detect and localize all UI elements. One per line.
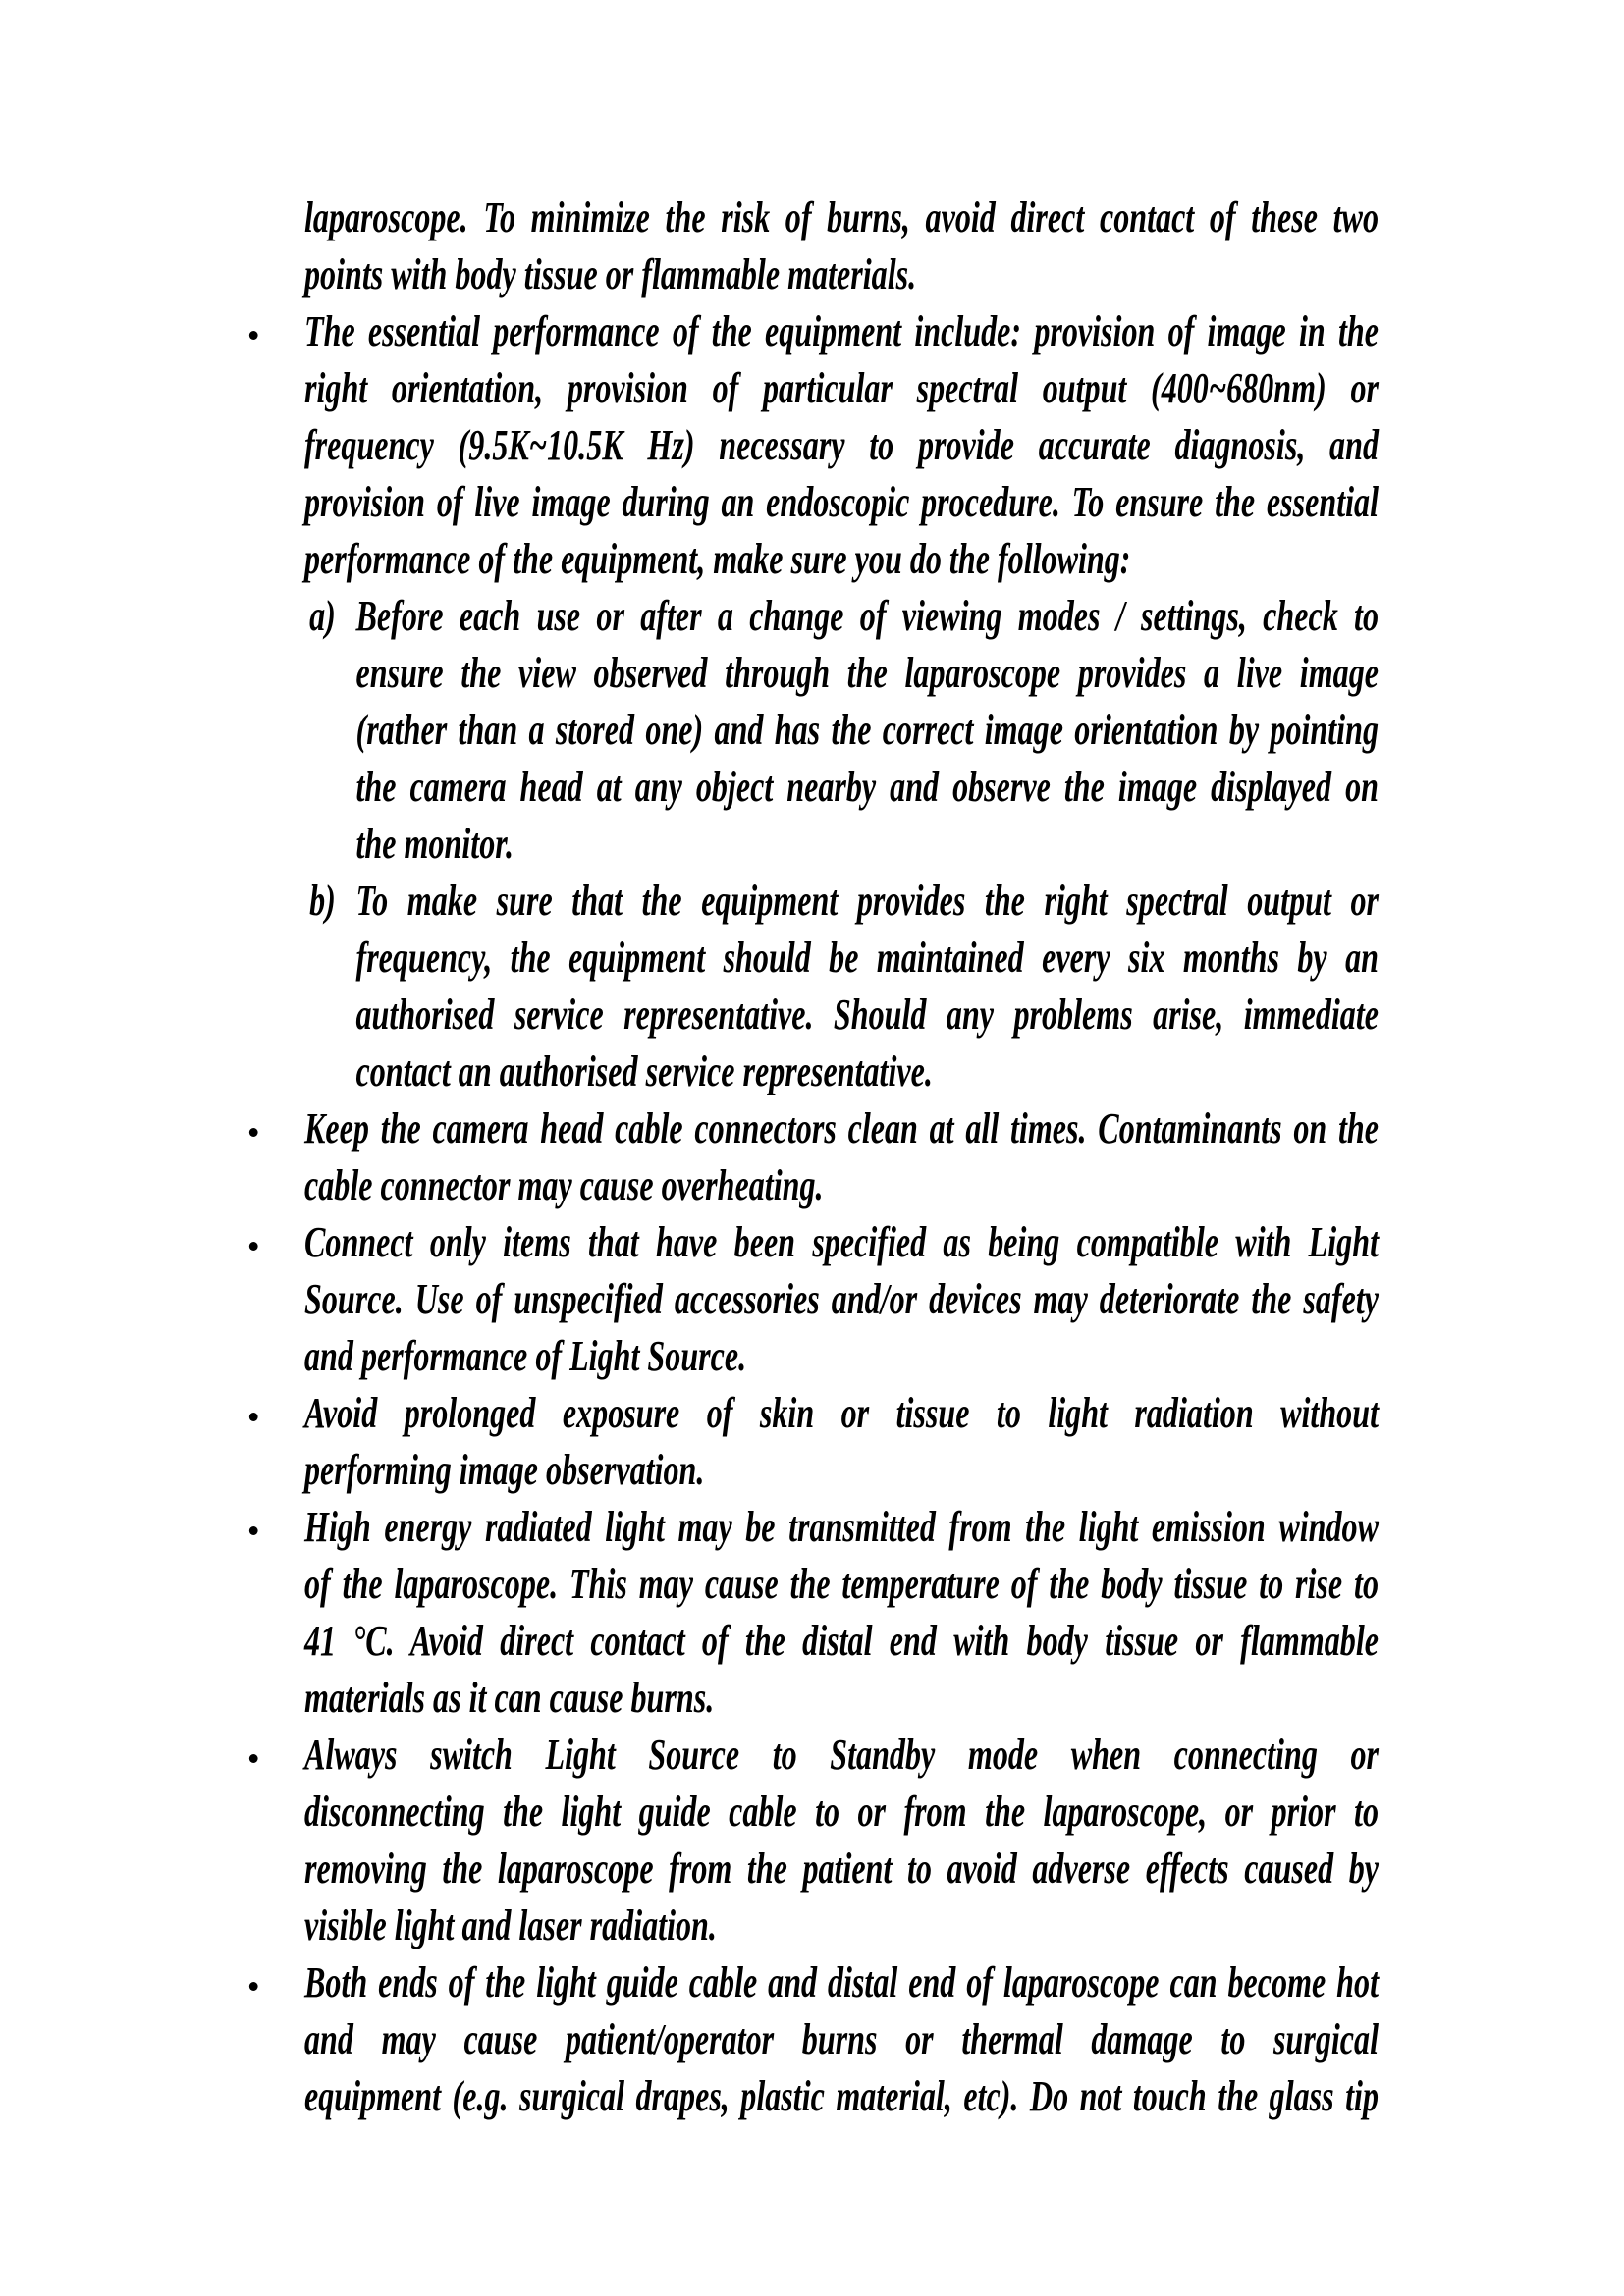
line-text: the monitor. [355,820,514,868]
text-line [304,189,1379,246]
line-text: frequency, the equipment should be maintained every six months by an [355,934,1379,982]
text-line [304,759,1379,816]
line-text: (rather than a stored one) and has the correct image orientation by pointing [355,706,1379,754]
text-line [304,1613,1379,1670]
text-line [304,360,1379,417]
line-text: disconnecting the light guide cable to or from the laparoscope, or prior to [304,1788,1379,1836]
line-text: visible light and laser radiation. [304,1901,717,1949]
text-line [304,645,1379,702]
line-text: laparoscope. To minimize the risk of burns, avoid direct contact of these two [304,193,1379,241]
list-marker: a) [309,592,336,640]
line-text: removing the laparoscope from the patient to avoid adverse effects caused by [304,1844,1379,1893]
text-line [304,873,1379,930]
line-text: provision of live image during an endoscopic procedure. To ensure the essential [304,478,1379,526]
text-line [304,1556,1379,1613]
text-line [304,1100,1379,1157]
line-text: points with body tissue or flammable materials. [304,250,917,298]
line-text: right orientation, provision of particular spectral output (400~680nm) or [304,364,1379,412]
text-line [304,531,1379,588]
text-line [304,1897,1379,1954]
line-text: High energy radiated light may be transmitted from the light emission window [304,1503,1379,1551]
line-text: Source. Use of unspecified accessories and/or devices may deteriorate the safety [304,1275,1379,1323]
text-line [304,816,1379,873]
line-text: 41 °C. Avoid direct contact of the distal end with body tissue or flammable [304,1617,1379,1665]
line-text: contact an authorised service representative. [355,1047,933,1095]
line-text: the camera head at any object nearby and observe the image displayed on [355,763,1379,811]
text-line [304,588,1379,645]
text-line [304,417,1379,474]
text-line [304,1954,1379,2011]
list-marker: b) [309,877,336,925]
text-line [304,1214,1379,1271]
text-line [304,987,1379,1043]
text-line [304,2011,1379,2068]
line-text: equipment (e.g. surgical drapes, plastic material, etc). Do not touch the glass tip [304,2072,1379,2120]
text-line [304,1442,1379,1499]
text-line [304,1385,1379,1442]
bullet-icon [249,1754,258,1763]
text-line [304,1670,1379,1727]
line-text: of the laparoscope. This may cause the temperature of the body tissue to rise to [304,1560,1379,1608]
line-text: Always switch Light Source to Standby mode when connecting or [304,1731,1379,1779]
line-text: frequency (9.5K~10.5K Hz) necessary to provide accurate diagnosis, and [304,421,1379,469]
text-line [304,246,1379,303]
text-line [304,2068,1379,2125]
bullet-icon [249,1982,258,1991]
text-line [304,1271,1379,1328]
text-line [304,1727,1379,1784]
line-text: Both ends of the light guide cable and distal end of laparoscope can become hot [304,1958,1379,2006]
text-line [304,474,1379,531]
line-text: performance of the equipment, make sure you do the following: [304,535,1131,583]
line-text: ensure the view observed through the laparoscope provides a live image [355,649,1379,697]
line-text: authorised service representative. Should any problems arise, immediate [355,990,1379,1039]
line-text: materials as it can cause burns. [304,1674,715,1722]
bullet-icon [249,1242,258,1251]
line-text: and performance of Light Source. [304,1332,747,1380]
text-line [304,1157,1379,1214]
bullet-icon [249,1526,258,1535]
text-line [304,930,1379,987]
bullet-icon [249,1128,258,1137]
bullet-icon [249,1413,258,1421]
bullet-icon [249,331,258,340]
line-text: Avoid prolonged exposure of skin or tissue to light radiation without [304,1389,1379,1437]
line-text: Connect only items that have been specified as being compatible with Light [304,1218,1379,1266]
text-line [304,1841,1379,1897]
line-text: and may cause patient/operator burns or thermal damage to surgical [304,2015,1379,2063]
text-line [304,1328,1379,1385]
line-text: The essential performance of the equipment include: provision of image in the [304,307,1379,355]
text-line [304,303,1379,360]
text-column [304,189,1379,2125]
text-line [304,1784,1379,1841]
text-line [304,702,1379,759]
text-line [304,1043,1379,1100]
line-text: Keep the camera head cable connectors clean at all times. Contaminants on the [304,1104,1379,1152]
line-text: To make sure that the equipment provides the right spectral output or [355,877,1379,925]
text-line [304,1499,1379,1556]
line-text: Before each use or after a change of viewing modes / settings, check to [355,592,1379,640]
line-text: performing image observation. [304,1446,705,1494]
line-text: cable connector may cause overheating. [304,1161,824,1209]
